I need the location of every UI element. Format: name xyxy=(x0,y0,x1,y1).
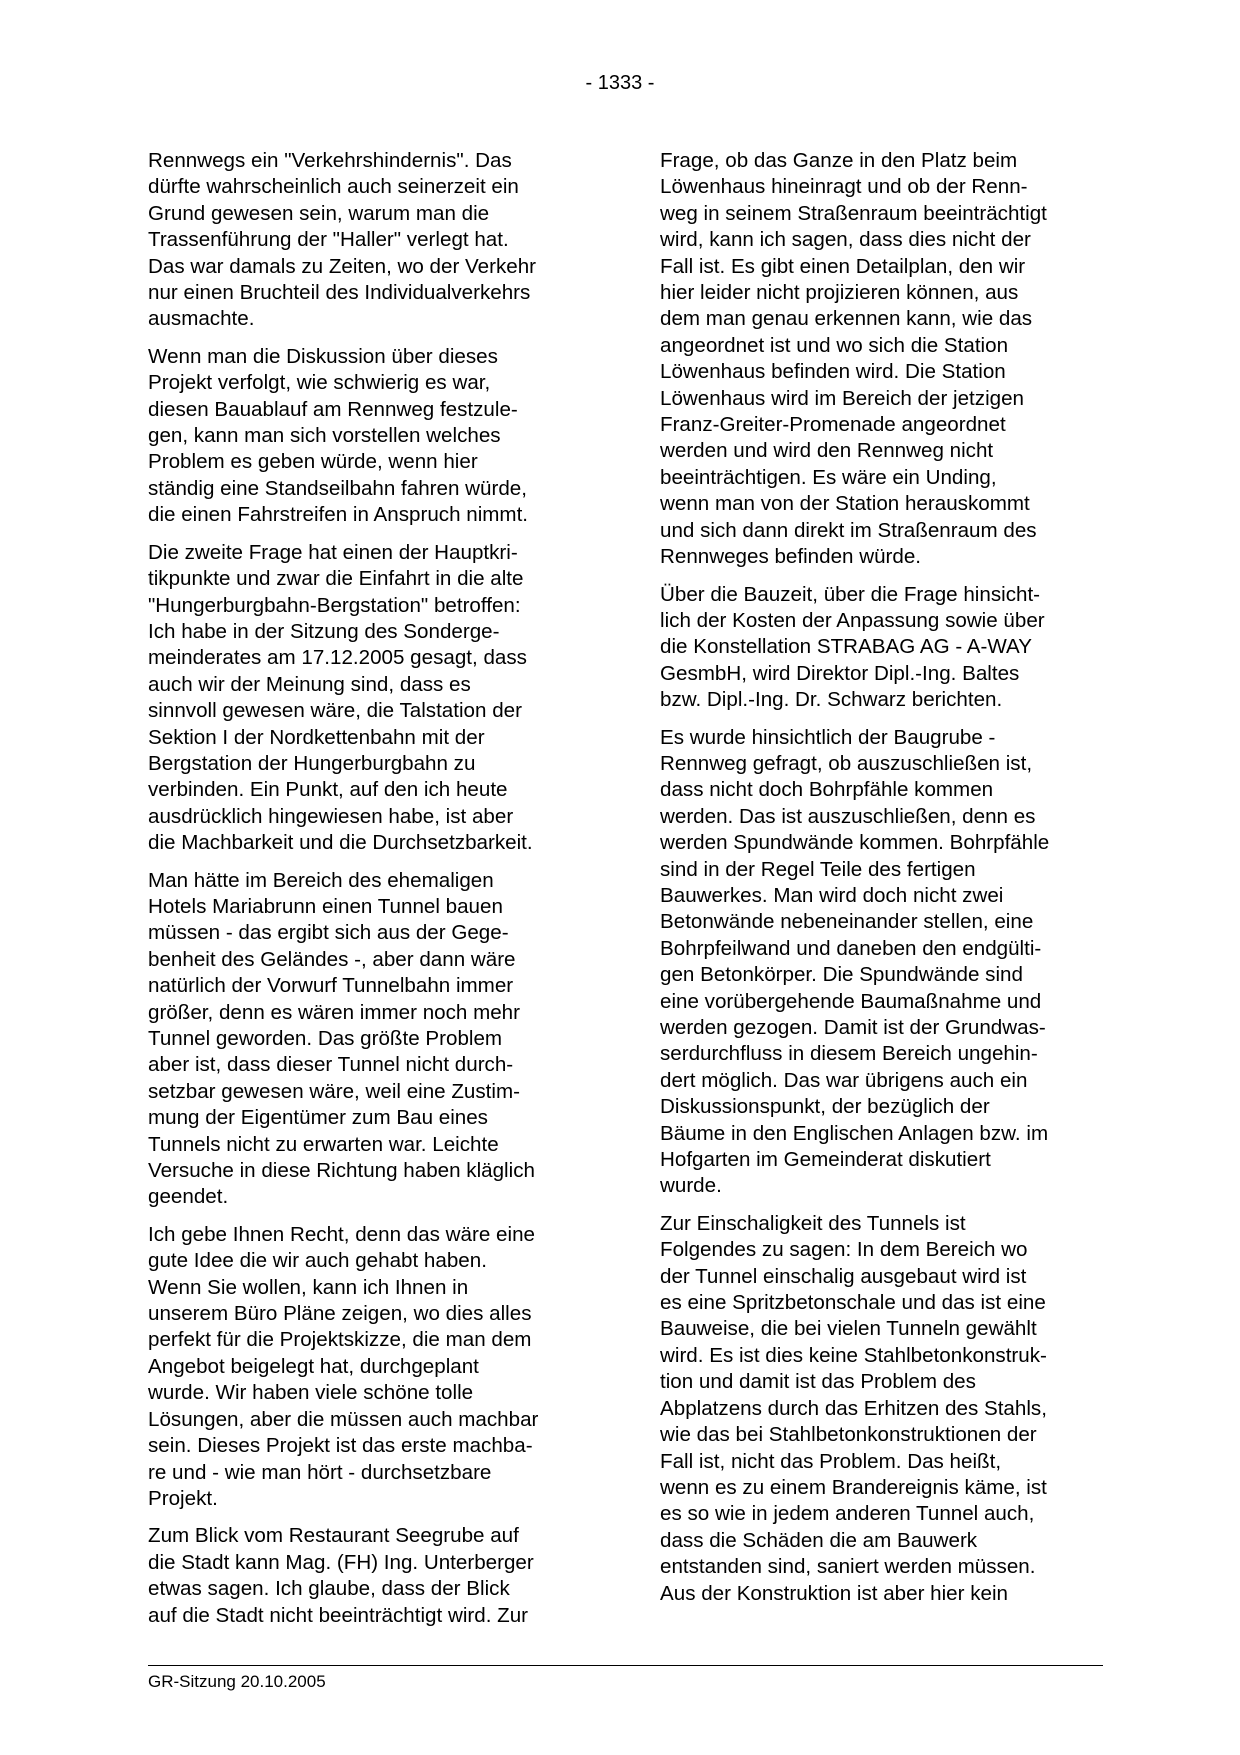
paragraph: Zum Blick vom Restaurant Seegrube auf die Stadt kann Mag. (FH) Ing. Unterberger etwas sagen. Ich glaube, dass der Blick auf die Stadt nicht beeinträchtigt wird. Zur xyxy=(148,1524,534,1627)
paragraph: Wenn man die Diskussion über dieses Projekt verfolgt, wie schwierig es war, diesen Bauablauf am Rennweg festzule- gen, kann man sich vorstellen welches Problem es geben würde, wenn hier ständig eine Standseilbahn fahren würde, die einen Fahrstreifen in Anspruch nimmt. xyxy=(148,344,529,527)
paragraph: Es wurde hinsichtlich der Baugrube - Rennweg gefragt, ob auszuschließen ist, dass nicht doch Bohrpfähle kommen werden. Das ist auszuschließen, denn es werden Spundwände kommen. Bohrpfähle sind in der Regel Teile des fertigen Bauwerkes. Man wird doch nicht zwei Betonwände nebeneinander stellen, eine Bohrpfeilwand und daneben den endgülti- gen Betonkörper. Die Spundwände sind eine vorübergehende Baumaßnahme und werden gezogen. Damit ist der Grundwas- serdurchfluss in diesem Bereich ungehin- dert möglich. Das war übrigens auch ein Diskussionspunkt, der bezüglich der Bäume in den Englischen Anlagen bzw. im Hofgarten im Gemeinderat diskutiert wurde. xyxy=(660,725,1050,1198)
paragraph: Frage, ob das Ganze in den Platz beim Löwenhaus hineinragt und ob der Renn- weg in seinem Straßenraum beeinträchtigt wird, kann ich sagen, dass dies nicht der Fall ist. Es gibt einen Detailplan, den wir hier leider nicht projizieren können, aus dem man genau erkennen kann, wie das angeordnet ist und wo sich die Station Löwenhaus befinden wird. Die Station Löwenhaus wird im Bereich der jetzigen Franz-Greiter-Promenade angeordnet werden und wird den Rennweg nicht beeinträchtigen. Es wäre ein Unding, wenn man von der Station herauskommt und sich dann direkt im Straßenraum des Rennweges befinden würde. xyxy=(660,149,1047,569)
paragraph: Die zweite Frage hat einen der Hauptkri- tikpunkte und zwar die Einfahrt in die alte "Hungerburgbahn-Bergstation" betroffen: Ich habe in der Sitzung des Sonderge- meinderates am 17.12.2005 gesagt, dass auch wir der Meinung sind, dass es sinnvoll gewesen wäre, die Talstation der Sektion I der Nordkettenbahn mit der Bergstation der Hungerburgbahn zu verbinden. Ein Punkt, auf den ich heute ausdrücklich hingewiesen habe, ist aber die Machbarkeit und die Durchsetzbarkeit. xyxy=(148,540,533,855)
footer-text: GR-Sitzung 20.10.2005 xyxy=(148,1672,326,1691)
page-number: - 1333 - xyxy=(585,72,655,94)
paragraph: Rennwegs ein "Verkehrshindernis". Das dürfte wahrscheinlich auch seinerzeit ein Grund gewesen sein, warum man die Trassenführung der "Haller" verlegt hat. Das war damals zu Zeiten, wo der Verkehr nur einen Bruchteil des Individualverkehrs ausmachte. xyxy=(148,149,537,331)
right-column xyxy=(660,148,1100,1618)
paragraph: Man hätte im Bereich des ehemaligen Hotels Mariabrunn einen Tunnel bauen müssen - das ergibt sich aus der Gege- benheit des Geländes -, aber dann wäre natürlich der Vorwurf Tunnelbahn immer größer, denn es wären immer noch mehr Tunnel geworden. Das größte Problem aber ist, dass dieser Tunnel nicht durch- setzbar gewesen wäre, weil eine Zustim- mung der Eigentümer zum Bau eines Tunnels nicht zu erwarten war. Leichte Versuche in diese Richtung haben kläglich geendet. xyxy=(148,868,535,1209)
paragraph: Ich gebe Ihnen Recht, denn das wäre eine gute Idee die wir auch gehabt haben. Wenn Sie wollen, kann ich Ihnen in unserem Büro Pläne zeigen, wo dies alles perfekt für die Projektskizze, die man dem Angebot beigelegt hat, durchgeplant wurde. Wir haben viele schöne tolle Lösungen, aber die müssen auch machbar sein. Dieses Projekt ist das erste machba- re und - wie man hört - durchsetzbare Projekt. xyxy=(148,1222,539,1510)
footer-divider xyxy=(148,1665,1103,1666)
paragraph: Über die Bauzeit, über die Frage hinsicht- lich der Kosten der Anpassung sowie über die Konstellation STRABAG AG - A-WAY GesmbH, wird Direktor Dipl.-Ing. Baltes bzw. Dipl.-Ing. Dr. Schwarz berichten. xyxy=(660,582,1045,712)
left-column xyxy=(148,148,588,1640)
paragraph: Zur Einschaligkeit des Tunnels ist Folgendes zu sagen: In dem Bereich wo der Tunnel einschalig ausgebaut wird ist es eine Spritzbetonschale und das ist eine Bauweise, die bei vielen Tunneln gewählt wird. Es ist dies keine Stahlbetonkonstruk- tion und damit ist das Problem des Abplatzens durch das Erhitzen des Stahls, wie das bei Stahlbetonkonstruktionen der Fall ist, nicht das Problem. Das heißt, wenn es zu einem Brandereignis käme, ist es so wie in jedem anderen Tunnel auch, dass die Schäden die am Bauwerk entstanden sind, saniert werden müssen. Aus der Konstruktion ist aber hier kein xyxy=(660,1211,1047,1605)
